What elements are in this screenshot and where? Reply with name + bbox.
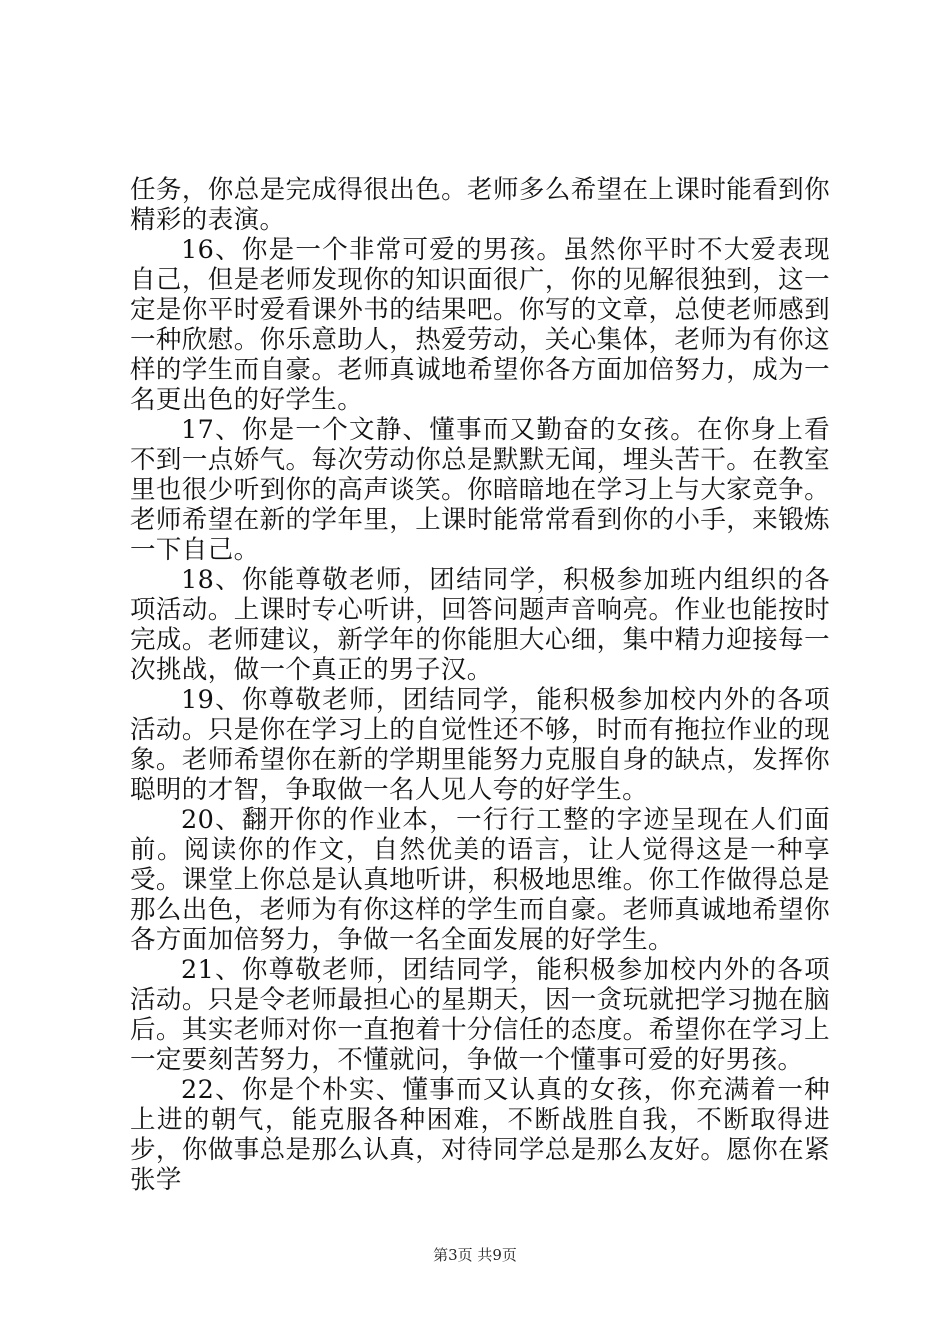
- paragraph-20: 20、翻开你的作业本，一行行工整的字迹呈现在人们面前。阅读你的作文，自然优美的语言，让人觉得这是一种享受。课堂上你总是认真地听讲，积极地思维。你工作做得总是那么出色，老师为有你这样的学生而自豪。老师真诚地希望你各方面加倍努力，争做一名全面发展的好学生。: [130, 805, 830, 955]
- paragraph-19: 19、你尊敬老师，团结同学，能积极参加校内外的各项活动。只是你在学习上的自觉性还不够，时而有拖拉作业的现象。老师希望你在新的学期里能努力克服自身的缺点，发挥你聪明的才智，争取做一名人见人夸的好学生。: [130, 685, 830, 805]
- paragraph-22: 22、你是个朴实、懂事而又认真的女孩，你充满着一种上进的朝气，能克服各种困难，不断战胜自我，不断取得进步，你做事总是那么认真，对待同学总是那么友好。愿你在紧张学: [130, 1075, 830, 1195]
- paragraph-16: 16、你是一个非常可爱的男孩。虽然你平时不大爱表现自己，但是老师发现你的知识面很广，你的见解很独到，这一定是你平时爱看课外书的结果吧。你写的文章，总使老师感到一种欣慰。你乐意助人，热爱劳动，关心集体，老师为有你这样的学生而自豪。老师真诚地希望你各方面加倍努力，成为一名更出色的好学生。: [130, 235, 830, 415]
- paragraph-21: 21、你尊敬老师，团结同学，能积极参加校内外的各项活动。只是令老师最担心的星期天，因一贪玩就把学习抛在脑后。其实老师对你一直抱着十分信任的态度。希望你在学习上一定要刻苦努力，不懂就问，争做一个懂事可爱的好男孩。: [130, 955, 830, 1075]
- page-number-footer: 第3页 共9页: [433, 1246, 517, 1264]
- paragraph-continued: 任务，你总是完成得很出色。老师多么希望在上课时能看到你精彩的表演。: [130, 175, 830, 235]
- paragraph-17: 17、你是一个文静、懂事而又勤奋的女孩。在你身上看不到一点娇气。每次劳动你总是默默无闻，埋头苦干。在教室里也很少听到你的高声谈笑。你暗暗地在学习上与大家竞争。老师希望在新的学年里，上课时能常常看到你的小手，来锻炼一下自己。: [130, 415, 830, 565]
- document-body: [130, 175, 830, 1195]
- paragraph-18: 18、你能尊敬老师，团结同学，积极参加班内组织的各项活动。上课时专心听讲，回答问题声音响亮。作业也能按时完成。老师建议，新学年的你能胆大心细，集中精力迎接每一次挑战，做一个真正的男子汉。: [130, 565, 830, 685]
